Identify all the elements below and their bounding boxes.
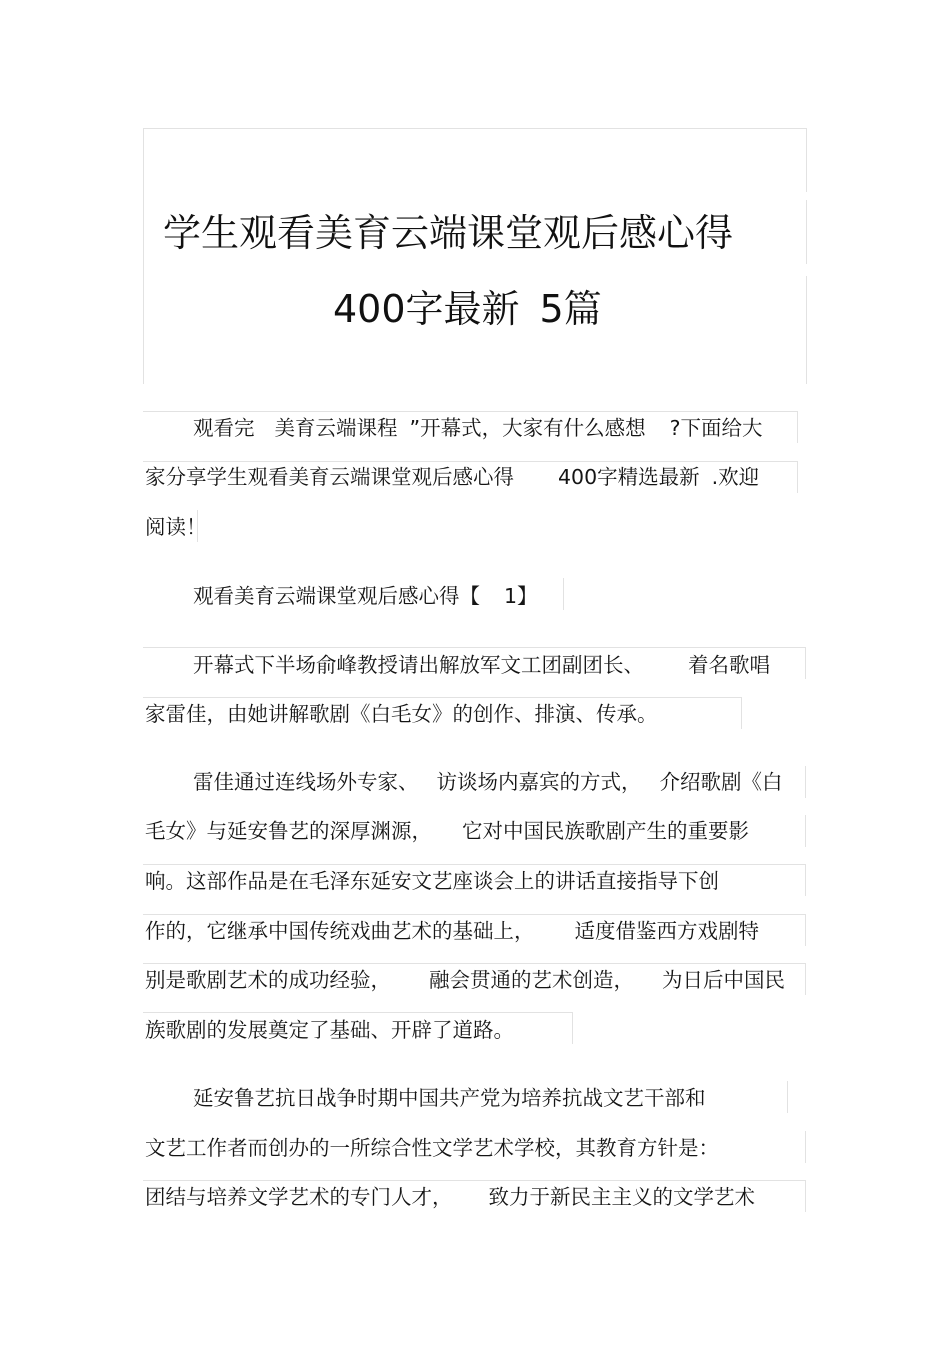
paragraph-2-line-2: 毛女》与延安鲁艺的深厚渊源， 它对中国民族歌剧产生的重要影 <box>145 819 749 843</box>
line-box-top-border <box>143 914 805 915</box>
line-box-right-border <box>805 766 806 798</box>
paragraph-2-line-1: 雷佳通过连线场外专家、 访谈场内嘉宾的方式， 介绍歌剧《白 <box>193 770 783 794</box>
paragraph-3-line-2: 文艺工作者而创办的一所综合性文学艺术学校，其教育方针是： <box>145 1136 719 1160</box>
line-box-top-border <box>143 647 805 648</box>
title-box-top-border <box>143 128 807 129</box>
page-title-line-1 <box>163 210 733 256</box>
line-box-right-border <box>805 914 806 946</box>
title-box-right-border <box>806 200 807 264</box>
intro-line-3: 阅读！ <box>145 515 207 539</box>
line-box-right-border <box>572 1012 573 1044</box>
line-box-top-border <box>143 864 805 865</box>
paragraph-3-line-3: 团结与培养文学艺术的专门人才， 致力于新民主主义的文学艺术 <box>145 1185 755 1209</box>
line-box-right-border <box>805 864 806 896</box>
section-heading-1: 观看美育云端课堂观后感心得【 1】 <box>193 584 538 608</box>
line-box-right-border <box>563 578 564 610</box>
paragraph-1-line-1: 开幕式下半场俞峰教授请出解放军文工团副团长、 着名歌唱 <box>193 653 770 677</box>
intro-line-2: 家分享学生观看美育云端课堂观后感心得 400字精选最新 .欢迎 <box>145 465 760 489</box>
line-box-right-border <box>805 1180 806 1212</box>
title-box-left-border <box>143 128 144 384</box>
line-box-right-border <box>805 815 806 847</box>
page-title-count: 5篇 <box>539 287 602 331</box>
paragraph-2-line-6: 族歌剧的发展奠定了基础、开辟了道路。 <box>145 1018 514 1042</box>
title-box-right-border <box>806 128 807 192</box>
page-title-subtitle: 400字最新 <box>333 287 520 331</box>
paragraph-2-line-5: 别是歌剧艺术的成功经验， 融会贯通的艺术创造， 为日后中国民 <box>145 968 785 992</box>
intro-line-1: 观看完 美育云端课程 ”开幕式，大家有什么感想 ?下面给大 <box>193 416 763 440</box>
line-box-top-border <box>143 697 741 698</box>
line-box-right-border <box>805 647 806 679</box>
line-box-right-border <box>741 697 742 729</box>
line-box-right-border <box>805 963 806 995</box>
paragraph-2-line-3: 响。这部作品是在毛泽东延安文艺座谈会上的讲话直接指导下创 <box>145 869 719 893</box>
line-box-top-border <box>143 411 798 412</box>
paragraph-3-line-1: 延安鲁艺抗日战争时期中国共产党为培养抗战文艺干部和 <box>193 1086 706 1110</box>
page-title-line-2 <box>333 286 602 332</box>
line-box-top-border <box>143 963 805 964</box>
line-box-right-border <box>797 411 798 443</box>
page-title: 学生观看美育云端课堂观后感心得 <box>163 211 734 255</box>
line-box-top-border <box>143 1180 805 1181</box>
line-box-right-border <box>805 1131 806 1163</box>
paragraph-2-line-4: 作的，它继承中国传统戏曲艺术的基础上， 适度借鉴西方戏剧特 <box>145 919 759 943</box>
paragraph-1-line-2: 家雷佳，由她讲解歌剧《白毛女》的创作、排演、传承。 <box>145 702 658 726</box>
title-box-right-border <box>806 276 807 384</box>
line-box-top-border <box>143 461 798 462</box>
line-box-right-border <box>787 1081 788 1113</box>
line-box-right-border <box>797 461 798 493</box>
line-box-top-border <box>143 1012 572 1013</box>
